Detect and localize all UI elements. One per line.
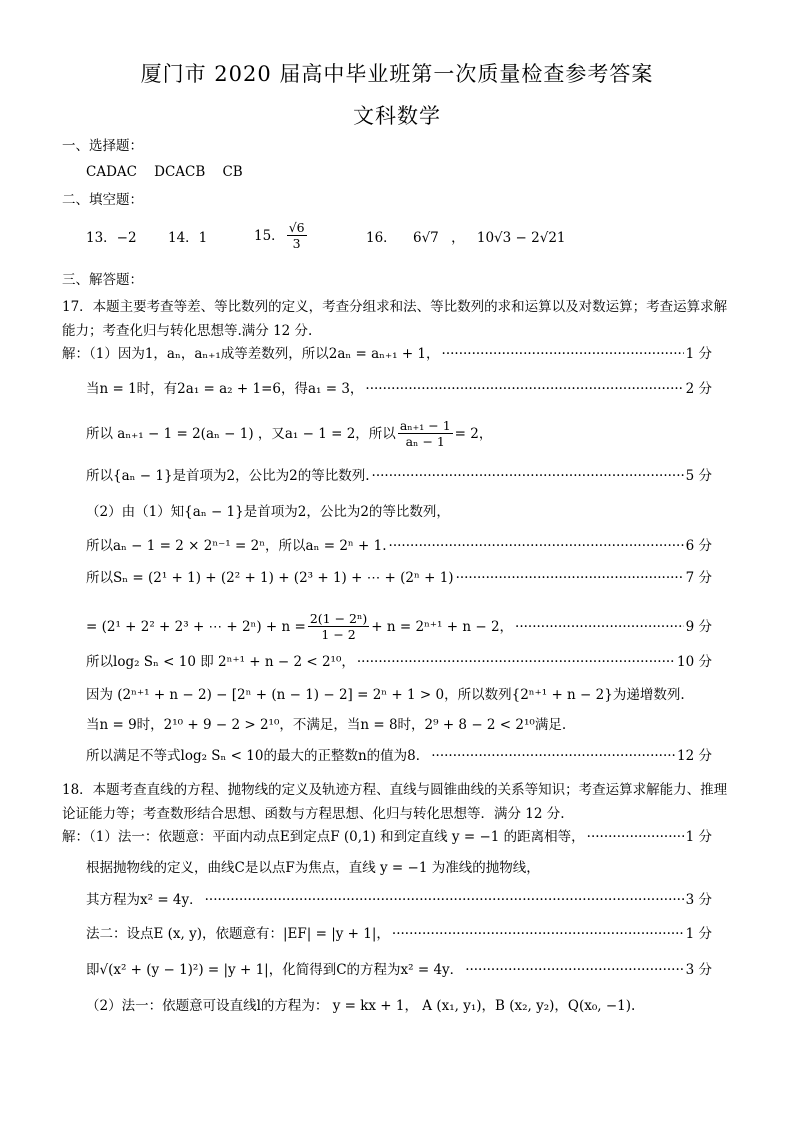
p17-line-8-after: + n = 2ⁿ⁺¹ + n − 2，: [371, 618, 514, 635]
q16-label: 16．: [366, 230, 397, 246]
p18-line-1: [62, 828, 712, 846]
p18-line-5: [86, 961, 712, 979]
p17-line-8-fraction: [308, 611, 369, 642]
p17-line-12: [86, 747, 712, 765]
p17-line-3-text: 所以 aₙ₊₁ − 1 = 2(aₙ − 1) ，又a₁ − 1 = 2，所以: [86, 425, 396, 442]
p17-line-12-score: 12 分: [677, 748, 712, 764]
problem-17-intro: 17．本题主要考查等差、等比数列的定义，考查分组求和法、等比数列的求和运算以及对数运算；考查运算求解能力；考查化归与转化思想等.满分 12 分.: [62, 299, 728, 339]
page-title: 厦门市 2020 届高中毕业班第一次质量检查参考答案: [140, 62, 654, 86]
leader-dots: [365, 380, 683, 398]
p18-line-5-text: 即√(x² + (y − 1)²) = |y + 1|，化简得到C的方程为x² = 4y．: [86, 962, 464, 978]
answer-q15: [254, 220, 309, 251]
p17-line-6-text: 所以aₙ − 1 = 2 × 2ⁿ⁻¹ = 2ⁿ，所以aₙ = 2ⁿ + 1.: [86, 538, 387, 554]
choice-answers: CADAC DCACB CB: [86, 164, 243, 180]
p17-line-6-score: 6 分: [685, 538, 712, 554]
q15-label: 15．: [254, 227, 285, 244]
p18-line-1-score: 1 分: [685, 829, 712, 845]
leader-dots: [392, 925, 684, 943]
p17-line-9-text: 所以log₂ Sₙ < 10 即 2ⁿ⁺¹ + n − 2 < 2¹⁰，: [86, 654, 355, 670]
fraction-denominator: aₙ − 1: [405, 434, 445, 449]
section-heading-solve: 三、解答题：: [62, 272, 143, 288]
p17-line-9: [86, 653, 712, 671]
p17-line-9-score: 10 分: [677, 654, 712, 670]
p18-line-2: 根据抛物线的定义，曲线C是以点F为焦点，直线 y = −1 为准线的抛物线，: [86, 860, 540, 876]
leader-dots: [357, 653, 675, 671]
fraction-denominator: 1 − 2: [321, 627, 356, 642]
leader-dots: [389, 537, 684, 555]
p17-line-2-text: 当n = 1时，有2a₁ = a₂ + 1=6，得a₁ = 3，: [86, 381, 364, 397]
p17-line-4-score: 5 分: [685, 468, 712, 484]
leader-dots: [431, 747, 675, 765]
p18-line-6: （2）法一：依题意可设直线l的方程为： y = kx + 1， A (x₁, y₁)，B (x₂, y₂)，Q(x₀, −1).: [86, 998, 636, 1014]
p17-line-3-fraction: [398, 418, 453, 449]
p17-line-2-score: 2 分: [685, 381, 712, 397]
answer-q16: [366, 229, 566, 247]
answer-q14: 14．1: [168, 230, 208, 246]
leader-dots: [456, 569, 684, 587]
leader-dots: [587, 828, 684, 846]
p17-line-1: [62, 345, 712, 363]
p17-line-11: 当n = 9时，2¹⁰ + 9 − 2 > 2¹⁰，不满足，当n = 8时，2⁹ + 8 − 2 < 2¹⁰满足.: [86, 717, 567, 733]
q16-value-b: 10√3 − 2√21: [476, 230, 566, 246]
page-subtitle: 文科数学: [353, 104, 441, 128]
p17-line-1-text: 解：（1）因为1，aₙ，aₙ₊₁成等差数列，所以2aₙ = aₙ₊₁ + 1，: [62, 346, 440, 362]
p18-line-1-text: 解：（1）法一：依题意：平面内动点E到定点F (0,1) 和到定直线 y = −1 的距离相等，: [62, 829, 585, 845]
p17-line-1-score: 1 分: [685, 346, 712, 362]
p18-line-4: [86, 925, 712, 943]
p18-line-3-score: 3 分: [685, 892, 712, 908]
p18-line-3: [86, 891, 712, 909]
p18-line-4-text: 法二：设点E (x, y)，依题意有：|EF| = |y + 1|，: [86, 926, 390, 942]
leader-dots: [465, 961, 683, 979]
q16-value-a: 6√7: [412, 230, 439, 246]
p17-line-8: [86, 611, 712, 642]
fraction-numerator: aₙ₊₁ − 1: [399, 418, 451, 433]
leader-dots: [515, 618, 684, 636]
p17-line-3-after: = 2，: [454, 425, 493, 442]
p17-line-12-text: 所以满足不等式log₂ Sₙ < 10的最大的正整数n的值为8．: [86, 748, 430, 764]
fraction-numerator: 2(1 − 2ⁿ): [309, 611, 368, 626]
answer-q13: 13．−2: [86, 230, 137, 246]
q15-numerator: √6: [288, 220, 305, 235]
section-heading-fill: 二、填空题：: [62, 192, 143, 208]
problem-18-intro: 18．本题考查直线的方程、抛物线的定义及轨迹方程、直线与圆锥曲线的关系等知识；考查运算求解能力、推理论证能力等；考查数形结合思想、函数与方程思想、化归与转化思想等．满分 12 分.: [62, 782, 728, 822]
p17-line-8-text: = (2¹ + 2² + 2³ + ⋯ + 2ⁿ) + n =: [86, 618, 306, 635]
section-heading-choice: 一、选择题：: [62, 138, 143, 154]
leader-dots: [442, 345, 684, 363]
p17-line-4: [86, 467, 712, 485]
p18-line-3-text: 其方程为x² = 4y．: [86, 892, 203, 908]
p17-line-7: [86, 569, 712, 587]
p17-line-5: （2）由（1）知{aₙ − 1}是首项为2，公比为2的等比数列，: [86, 504, 450, 520]
leader-dots: [372, 467, 684, 485]
p18-line-4-score: 1 分: [685, 926, 712, 942]
q16-separator: ，: [451, 230, 465, 246]
p17-line-6: [86, 537, 712, 555]
p17-line-8-score: 9 分: [685, 618, 712, 635]
p17-line-10: 因为 (2ⁿ⁺¹ + n − 2) − [2ⁿ + (n − 1) − 2] = 2ⁿ + 1 > 0，所以数列{2ⁿ⁺¹ + n − 2}为递增数列.: [86, 687, 685, 703]
p18-line-5-score: 3 分: [685, 962, 712, 978]
p17-line-7-score: 7 分: [685, 570, 712, 586]
leader-dots: [205, 891, 684, 909]
q15-denominator: 3: [292, 236, 301, 251]
p17-line-7-text: 所以Sₙ = (2¹ + 1) + (2² + 1) + (2³ + 1) + ⋯ + (2ⁿ + 1): [86, 570, 454, 586]
p17-line-4-text: 所以{aₙ − 1}是首项为2，公比为2的等比数列.: [86, 468, 370, 484]
q15-fraction: [287, 220, 307, 251]
p17-line-3: [86, 418, 492, 449]
p17-line-2: [86, 380, 712, 398]
